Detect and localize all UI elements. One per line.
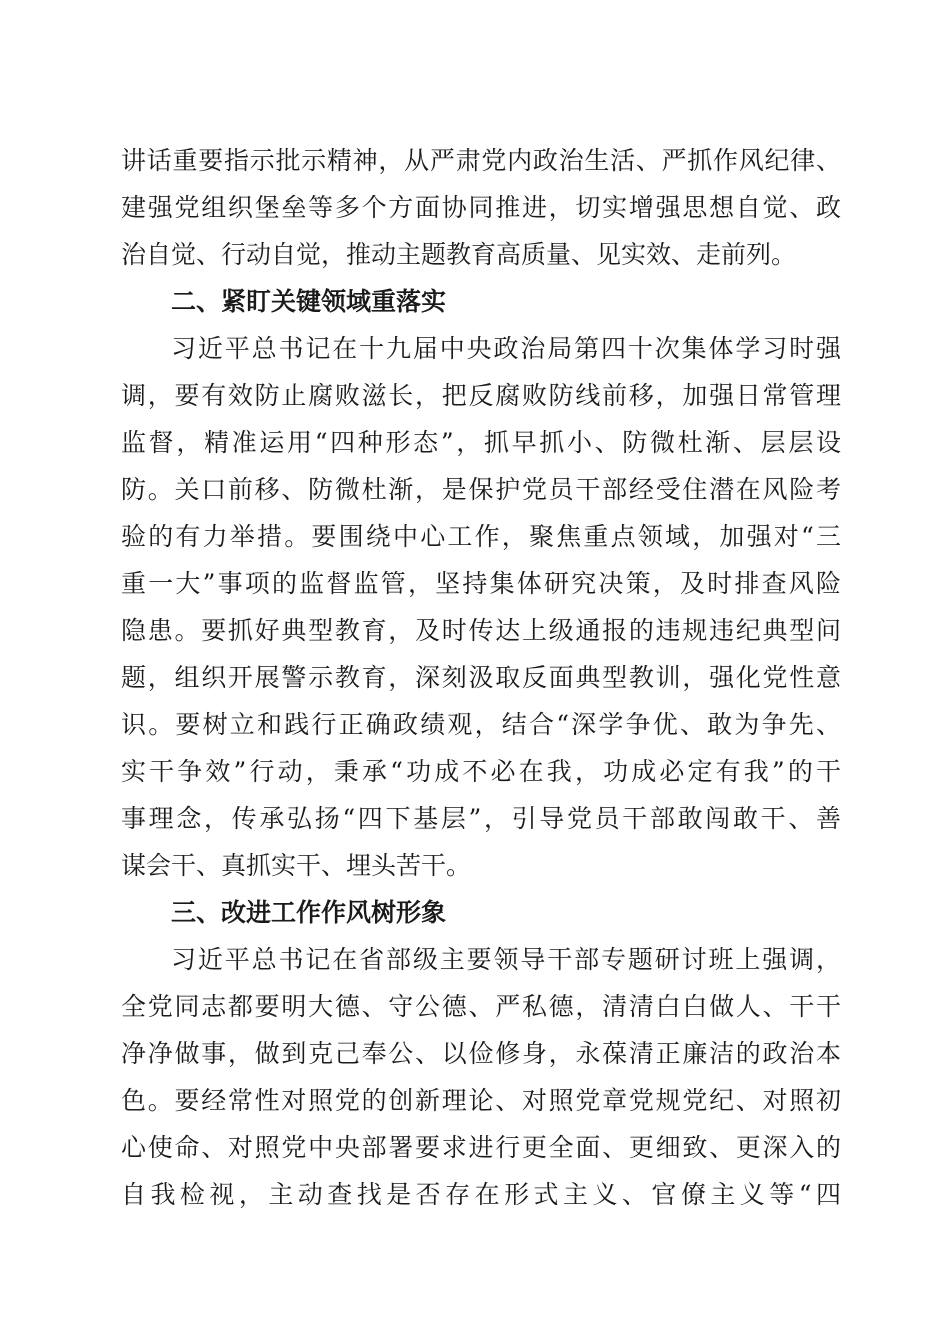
paragraph-2-line-1: 习近平总书记在十九届中央政治局第四十次集体学习时强 [171,334,841,363]
paragraph-3-line-2: 全党同志都要明大德、守公德、严私德，清清白白做人、干干 [121,992,841,1021]
paragraph-1-line-2: 建强党组织堡垒等多个方面协同推进，切实增强思想自觉、政 [121,193,841,222]
paragraph-2-line-4: 防。关口前移、防微杜渐，是保护党员干部经受住潜在风险考 [121,475,841,504]
paragraph-3-line-3: 净净做事，做到克己奉公、以俭修身，永葆清正廉洁的政治本 [121,1039,841,1068]
paragraph-2-line-2: 调，要有效防止腐败滋长，把反腐败防线前移，加强日常管理 [121,381,841,410]
paragraph-2-line-9: 识。要树立和践行正确政绩观，结合“深学争优、敢为争先、 [121,710,841,739]
section-heading-2: 二、紧盯关键领域重落实 [171,287,447,316]
paragraph-2-line-5: 验的有力举措。要围绕中心工作，聚焦重点领域，加强对“三 [121,522,841,551]
paragraph-3-line-1: 习近平总书记在省部级主要领导干部专题研讨班上强调， [171,945,841,974]
paragraph-3-line-4: 色。要经常性对照党的创新理论、对照党章党规党纪、对照初 [121,1086,841,1115]
paragraph-2-line-10: 实干争效”行动，秉承“功成不必在我，功成必定有我”的干 [121,757,841,786]
paragraph-2-line-8: 题，组织开展警示教育，深刻汲取反面典型教训，强化党性意 [121,663,841,692]
section-heading-3: 三、改进工作作风树形象 [171,898,447,927]
paragraph-2-line-3: 监督，精准运用“四种形态”，抓早抓小、防微杜渐、层层设 [121,428,841,457]
paragraph-1-line-1: 讲话重要指示批示精神，从严肃党内政治生活、严抓作风纪律、 [121,146,841,175]
paragraph-2-line-7: 隐患。要抓好典型教育，及时传达上级通报的违规违纪典型问 [121,616,841,645]
paragraph-2-line-11: 事理念，传承弘扬“四下基层”，引导党员干部敢闯敢干、善 [121,804,841,833]
paragraph-3-line-5: 心使命、对照党中央部署要求进行更全面、更细致、更深入的 [121,1133,841,1162]
paragraph-1-line-3: 治自觉、行动自觉，推动主题教育高质量、见实效、走前列。 [121,240,797,269]
paragraph-3-line-6: 自我检视，主动查找是否存在形式主义、官僚主义等“四 [121,1180,841,1209]
paragraph-2-line-12: 谋会干、真抓实干、埋头苦干。 [121,851,472,880]
paragraph-2-line-6: 重一大”事项的监督监管，坚持集体研究决策，及时排查风险 [121,569,841,598]
